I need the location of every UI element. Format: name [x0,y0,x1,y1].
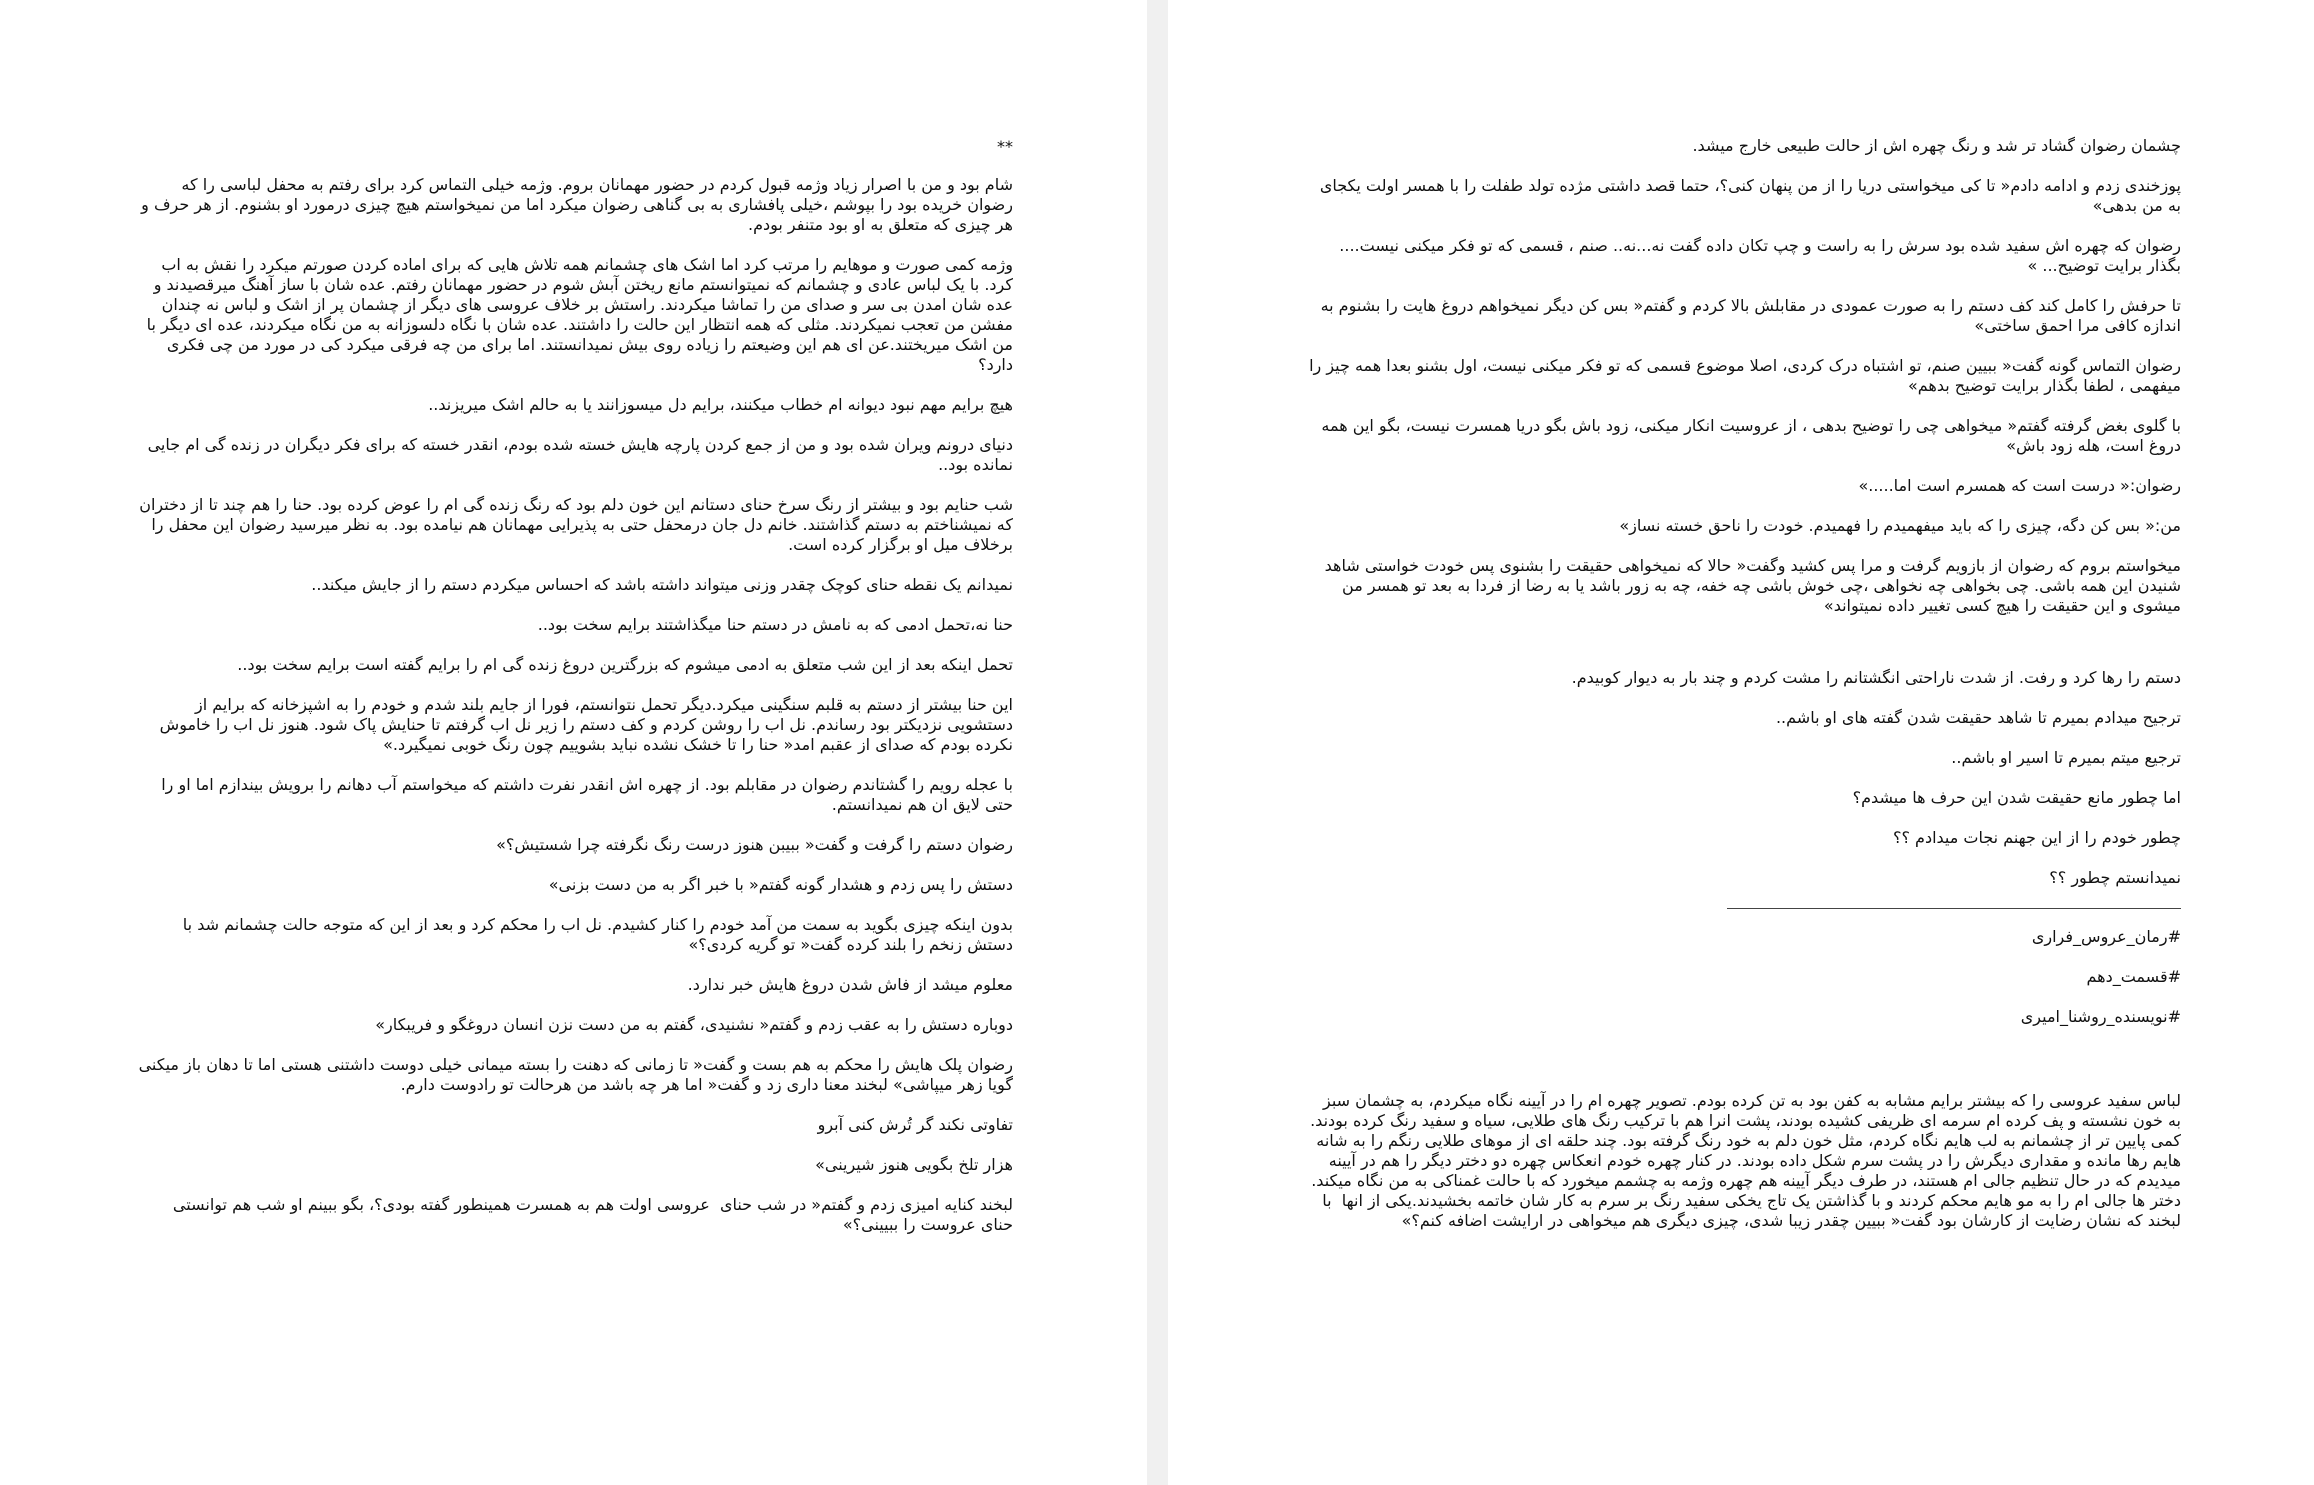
paragraph: تحمل اینکه بعد از این شب متعلق به ادمی میشوم که بزرگترین دروغ زنده گی ام را برایم گفته است برایم سخت بود.. [237,655,1013,674]
paragraph: نمیدانستم چطور ؟؟ [2049,868,2181,887]
right-page-text [1303,136,2181,1251]
paragraph: دستم را رها کرد و رفت. از شدت ناراحتی انگشتانم را مشت کردم و چند بار به دیوار کوبیدم. [1571,668,2181,687]
left-page [0,0,1147,1485]
hashtag-novel: #رمان_عروس_فراری [2031,927,2181,946]
hashtag-episode: #قسمت_دهم [2086,967,2181,986]
paragraph: لبخند کنایه امیزی زدم و گفتم« در شب حنای عروسی اولت هم به همسرت همینطور گفته بودی؟، بگو ببینم او شب هم توانستی حنای عروست را ببیینی؟» [167,1195,1013,1234]
paragraph: رضوان التماس گونه گفت« ببیین صنم، تو اشتباه درک کردی، اصلا موضوع قسمی که تو فکر میکنی نیست، اول بشنو بعدا همه چیز را میفهمی ، لطفا بگذار برایت توضیح بدهم» [1303,356,2181,395]
paragraph: نمیدانم یک نقطه حنای کوچک چقدر وزنی میتواند داشته باشد که احساس میکردم دستم را از جایش میکند.. [311,575,1013,594]
paragraph: ترجیع میتم بمیرم تا اسیر او باشم.. [1951,748,2181,767]
blank-space [1308,1047,2181,1091]
paragraph: پوزخندی زدم و ادامه دادم« تا کی میخواستی دریا را از من پنهان کنی؟، حتما قصد داشتی مژده تولد طفلت را با همسر اولت یکجای به من بدهی» [1314,176,2181,215]
paragraph: رضوان:« درست است که همسرم است اما.....» [1858,476,2181,495]
paragraph: شام بود و من با اصرار زیاد وژمه قبول کردم در حضور مهمانان بروم. وژمه خیلی التماس کرد برای رفتم به محفل لباسی را که رضوان خریده بود را بپوشم ،خیلی پافشاری به بی گناهی رضوان میکرد اما من نمیخواستم هیچ چیزی درمورد او بشنوم. از هر حرف و هر چیزی که متعلق به او بود متنفر بودم. [136,175,1013,234]
paragraph: وژمه کمی صورت و موهایم را مرتب کرد اما اشک های چشمانم همه تلاش هایی که برای اماده کردن صورتم میکرد را نقش به اب کرد. با یک لباس عادی و چشمانم که نمیتوانستم مانع ریختن آبش شوم در حضور مهمانان رفتم. عده شان با ساز آهنگ میرقصیدند و عده شان امدن بی سر و صدای من را تماشا میکردند. راستش بر خلاف عروسی های دیگر از چشمان پر از اشک و لباس نه چندان مفشن من تعجب نمیکردند. مثلی که همه انتظار این حالت را داشتند. عده شان با نگاه دلسوزانه به من نگاه میکردند، عده ای دیگر با من اشک میریختند.عن ای هم این وضیعتم را زیاده روی بیش نمیدانستند. اما برای من چه فرقی میکرد کی در مورد من چی فکری دارد؟ [141,255,1013,374]
paragraph: با عجله رویم را گشتاندم رضوان در مقابلم بود. از چهره اش انقدر نفرت داشتم که میخواستم آب دهانم را برویش بیندازم اما او را حتی لایق ان هم نمیدانستم. [156,775,1013,814]
paragraph: من:« بس کن دگه، چیزی را که باید میفهمیدم را فهمیدم. خودت را ناحق خسته نساز» [1619,516,2181,535]
paragraph: میخواستم بروم که رضوان از بازویم گرفت و مرا پس کشید وگفت« حالا که نمیخواهی حقیقت را بشنوی پس خودت خواستی شاهد شنیدن این همه باشی. چی بخواهی چه نخواهی ،چی خوش باشی چه خفه، چه به زور باشد یا به رضا از فردا به بعد تو همسر من میشوی و این حقیقت را هیچ کسی تغییر داده نمیتواند» [1319,556,2181,615]
paragraph: حنا نه،تحمل ادمی که به نامش در دستم حنا میگذاشتند برایم سخت بود.. [537,615,1013,634]
section-separator: ** [997,137,1013,156]
paragraph: بدون اینکه چیزی بگوید به سمت من آمد خودم را کنار کشیدم. نل اب را محکم کرد و بعد از این که متوجه حالت چشمانم شد با دستش زنخم را بلند کرده گفت« تو گریه کردی؟» [177,915,1013,954]
paragraph: رضوان که چهره اش سفید شده بود سرش را به راست و چپ تکان داده گفت نه...نه.. صنم ، قسمی که تو فکر میکنی نیست.... بگذار برایت توضیح... » [1334,236,2181,275]
paragraph: چطور خودم را از این جهنم نجات میدادم ؟؟ [1892,828,2181,847]
paragraph: با گلوی بغض گرفته گفتم« میخواهی چی را توضیح بدهی ، از عروسیت انکار میکنی، زود باش بگو دریا همسرت نیست، بگو این همه دروغ است، هله زود باش» [1316,416,2181,455]
blank-space [1308,636,2181,668]
paragraph: ترجیح میدادم بمیرم تا شاهد حقیقت شدن گفته های او باشم.. [1775,708,2181,727]
closing-paragraph: لباس سفید عروسی را که بیشتر برایم مشابه به کفن بود به تن کرده بودم. تصویر چهره ام را در آیینه نگاه میکردم، به چشمان سبز به خون نشسته و پف کرده ام سرمه ای ظریفی کشیده بودند، پشت انرا هم با ترکیب رنگ های طلایی، سیاه و سفید رنگ کرده بودند. کمی پایین تر از چشمانم به لب هایم نگاه کردم، مثل خون دلم به خود رنگ گرفته بود. چند حلقه ای از موهای طلایی رنگم را به شانه هایم رها مانده و مقداری دیگرش را در پشت سرم شکل داده بودند. در کنار چهره خودم انعکاس چهره دو دختر دیگر را هم در آیینه میدیدم که در حال تنظیم جالی ام هستند، در طرف دیگر آیینه هم چهره وژمه به چشمم میخورد که با حالت غمناکی به من نگاه میکند. دختر ها جالی ام را به مو هایم محکم کردند و با گذاشتن یک تاج یخکی سفید رنگ بر سرم به کار شان خاتمه بخشیدند.یکی از انها با لبخند که نشان رضایت از کارشان بود گفت« ببیین چقدر زیبا شدی، چیزی دیگری هم میخواهی در ارایشت اضافه کنم؟» [1305,1091,2181,1230]
hashtag-author: #نویسنده_روشنا_امیری [2020,1007,2181,1026]
left-page-text [133,137,1013,1255]
paragraph: رضوان دستم را گرفت و گفت« ببیبن هنوز درست رنگ نگرفته چرا شستیش؟» [496,835,1013,854]
paragraph: چشمان رضوان گشاد تر شد و رنگ چهره اش از حالت طبیعی خارج میشد. [1692,136,2181,155]
poem-line: تفاوتی نکند گر تُرش کنی آبرو [817,1115,1013,1134]
paragraph: تا حرفش را کامل کند کف دستم را به صورت عمودی در مقابلش بالا کردم و گفتم« بس کن دیگر نمیخواهم دروغ هایت را بشنوم به اندازه کافی مرا احمق ساختی» [1315,296,2181,335]
paragraph: دوباره دستش را به عقب زدم و گفتم« نشنیدی، گفتم به من دست نزن انسان دروغگو و فریبکار» [375,1015,1013,1034]
paragraph: دستش را پس زدم و هشدار گونه گفتم« با خبر اگر به من دست بزنی» [548,875,1013,894]
horizontal-rule [1727,908,2181,909]
paragraph: شب حنایم بود و بیشتر از رنگ سرخ حنای دستانم این خون دلم بود که رنگ زنده گی ام را عوض کرده بود. حنا را هم چند تا از دختران که نمیشناختم به دستم گذاشتند. خانم دل جان درمحفل حتی به پذیرایی مهمانان هم نیامده بود. به نظر میرسید رضوان این محفل را برخلاف میل او برگزار کرده است. [134,495,1013,554]
paragraph: این حنا بیشتر از دستم به قلبم سنگینی میکرد.دیگر تحمل نتوانستم، فورا از جایم بلند شدم و خودم را به اشپزخانه که برایم از دستشویی نزدیکتر بود رساندم. نل اب را روشن کردم و کف دستم را زیر نل اب گرفتم تا حنایش پاک شود. هنوز نل اب را خاموش نکرده بودم که صدای از عقبم امد« حنا را تا خشک نشده نباید بشوییم چون رنگ خوبی نمیگیرد.» [154,695,1013,754]
paragraph: معلوم میشد از فاش شدن دروغ هایش خبر ندارد. [687,975,1013,994]
paragraph: رضوان پلک هایش را محکم به هم بست و گفت« تا زمانی که دهنت را بسته میمانی خیلی دوست داشتنی هستی اما تا دهان باز میکنی گویا زهر میپاشی» لبخند معنا داری زد و گفت« اما هر چه باشد من هرحالت تو رادوست دارم. [133,1055,1013,1094]
paragraph: اما چطور مانع حقیقت شدن این حرف ها میشدم؟ [1852,788,2181,807]
paragraph: هیچ برایم مهم نبود دیوانه ام خطاب میکنند، برایم دل میسوزانند یا به حالم اشک میریزند.. [428,395,1013,414]
poem-line: هزار تلخ بگویی هنوز شیرینی» [815,1155,1013,1174]
paragraph: دنیای درونم ویران شده بود و من از جمع کردن پارچه هایش خسته شده بودم، انقدر خسته که برای فکر دیگران در زنده گی ام جایی نمانده بود.. [142,435,1013,474]
right-page [1168,0,2314,1485]
